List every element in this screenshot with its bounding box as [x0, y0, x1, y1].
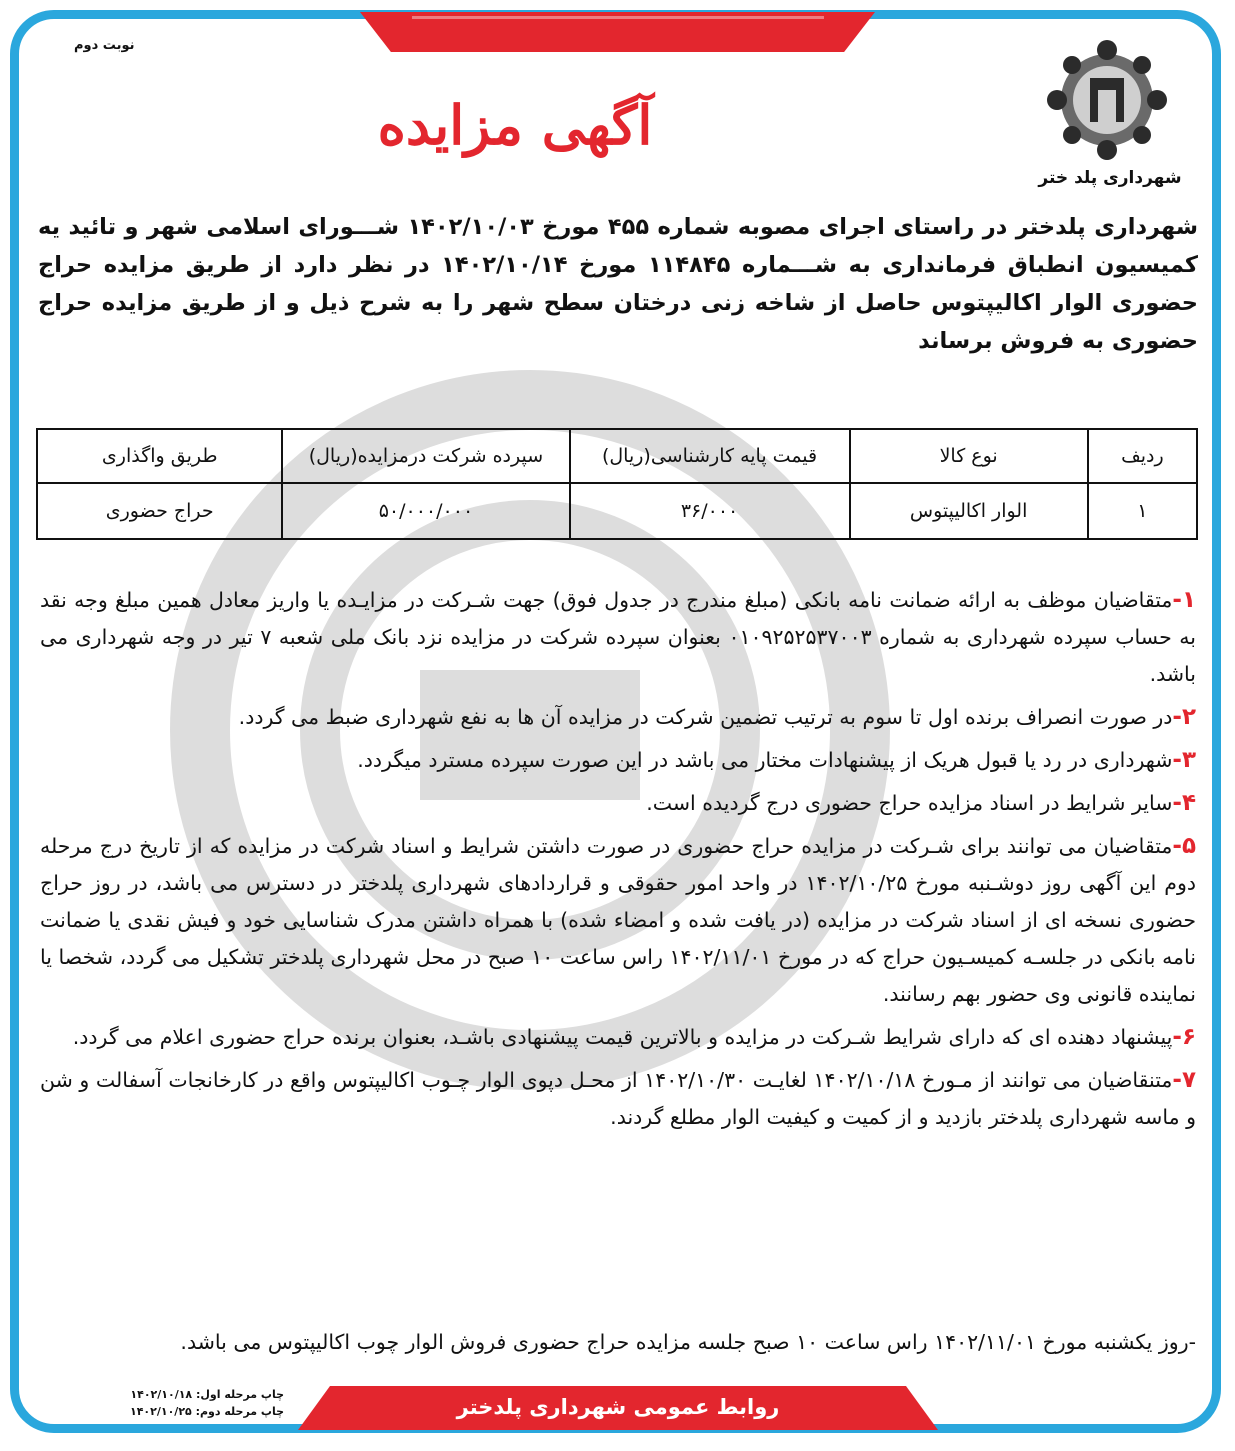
item-text: در صورت انصراف برنده اول تا سوم به ترتیب تضمین شرکت در مزایده آن ها به نفع شهرداری ضبط می گردد.: [238, 705, 1173, 729]
col-header-base-price: قیمت پایه کارشناسی(ریال): [570, 429, 850, 483]
item-number: ۳-: [1172, 747, 1196, 773]
top-red-tab: [360, 12, 875, 52]
cell-row-number: ۱: [1088, 483, 1197, 539]
col-header-deposit: سپرده شرکت درمزایده(ریال): [282, 429, 569, 483]
cell-method: حراج حضوری: [37, 483, 282, 539]
list-item: [40, 1062, 1196, 1136]
col-header-item-type: نوع کالا: [850, 429, 1088, 483]
table-row: [37, 483, 1197, 539]
cell-item-type: الوار اکالیپتوس: [850, 483, 1088, 539]
item-text: متقاضیان موظف به ارائه ضمانت نامه بانکی (مبلغ مندرج در جدول فوق) جهت شـرکت در مزایـده یا واریز معادل همین مبلغ وجه نقد به حساب سپرده شهرداری به شماره ۰۱۰۹۲۵۲۵۳۷۰۰۳ بعنوان سپرده شرکت در مزایده نزد بانک ملی شعبه ۷ تیر در وجه شهرداری می باشد.: [40, 588, 1196, 686]
cell-deposit: ۵۰/۰۰۰/۰۰۰: [282, 483, 569, 539]
footer-public-relations: روابط عمومی شهرداری پلدختر: [456, 1395, 780, 1419]
page-title: آگهی مزایده: [377, 93, 653, 157]
list-item: [40, 742, 1196, 779]
item-number: ۲-: [1172, 704, 1196, 730]
print-date-first: چاپ مرحله اول: ۱۴۰۲/۱۰/۱۸: [130, 1388, 285, 1401]
closing-line: -روز یکشنبه مورخ ۱۴۰۲/۱۱/۰۱ راس ساعت ۱۰ صبح جلسه مزایده حراج حضوری فروش الوار چوب اکالیپتوس می باشد.: [180, 1330, 1196, 1354]
print-dates: [130, 1386, 284, 1420]
item-number: ۱-: [1172, 587, 1196, 613]
logo-caption: شهرداری پلد ختر: [1038, 168, 1182, 188]
table-header-row: [37, 429, 1197, 483]
item-text: سایر شرایط در اسناد مزایده حراج حضوری درج گردیده است.: [646, 791, 1173, 815]
list-item: [40, 1019, 1196, 1056]
item-text: پیشنهاد دهنده ای که دارای شرایط شـرکت در مزایده و بالاترین قیمت پیشنهادی باشـد، بعنوان برنده حراج حضوری اعلام می گردد.: [72, 1025, 1173, 1049]
municipality-logo: [1030, 38, 1190, 198]
list-item: [40, 828, 1196, 1013]
item-number: ۶-: [1172, 1024, 1196, 1050]
round-label: نوبت دوم: [74, 38, 135, 53]
auction-table: [36, 428, 1198, 540]
item-text: متنقاضیان می توانند از مـورخ ۱۴۰۲/۱۰/۱۸ لغایـت ۱۴۰۲/۱۰/۳۰ از محـل دپوی الوار چـوب اکالیپتوس واقع در کارخانجات آسفالت و شن و ماسه شهرداری پلدختر بازدید و از کمیت و کیفیت الوار مطلع گردند.: [40, 1068, 1196, 1129]
list-item: [40, 582, 1196, 693]
list-item: [40, 699, 1196, 736]
conditions-list: [40, 582, 1196, 1142]
list-item: [40, 785, 1196, 822]
item-text: متقاضیان می توانند برای شـرکت در مزایده حراج حضوری در صورت داشتن شرایط و اسناد شرکت در مزایده که از تاریخ درج مرحله دوم این آگهی روز دوشـنبه مورخ ۱۴۰۲/۱۰/۲۵ در واحد امور حقوقی و قراردادهای شهرداری پلدختر در دسترس می باشد، در روز حراج حضوری نسخه ای از اسناد شرکت در مزایده (در یافت شده و امضاء شده) با همراه داشتن مدرک شناسایی خود و فیش نقدی یا ضمانت نامه بانکی در جلسـه کمیسـیون حراج که در مورخ ۱۴۰۲/۱۱/۰۱ راس ساعت ۱۰ صبح در محل شهرداری پلدختر تشکیل می گردد، شخصا یا نماینده قانونی وی حضور بهم رسانند.: [40, 834, 1196, 1006]
item-number: ۵-: [1172, 833, 1196, 859]
col-header-row-number: ردیف: [1088, 429, 1197, 483]
item-number: ۷-: [1172, 1067, 1196, 1093]
intro-paragraph: شهرداری پلدختر در راستای اجرای مصوبه شماره ۴۵۵ مورخ ۱۴۰۲/۱۰/۰۳ شـــورای اسلامی شهر و تائید یه کمیسیون انطباق فرمانداری به شـــماره ۱۱۴۸۴۵ مورخ ۱۴۰۲/۱۰/۱۴ در نظر دارد از طریق مزایده حراج حضوری الوار اکالیپتوس حاصل از شاخه زنی درختان سطح شهر را به شرح ذیل و از طریق مزایده حراج حضوری به فروش برساند: [38, 214, 1199, 354]
col-header-method: طریق واگذاری: [37, 429, 282, 483]
print-date-second: چاپ مرحله دوم: ۱۴۰۲/۱۰/۲۵: [130, 1405, 285, 1418]
item-number: ۴-: [1172, 790, 1196, 816]
cell-base-price: ۳۶/۰۰۰: [570, 483, 850, 539]
municipality-emblem-icon: [1042, 38, 1172, 163]
item-text: شهرداری در رد یا قبول هریک از پیشنهادات مختار می باشد در این صورت سپرده مسترد میگردد.: [357, 748, 1173, 772]
